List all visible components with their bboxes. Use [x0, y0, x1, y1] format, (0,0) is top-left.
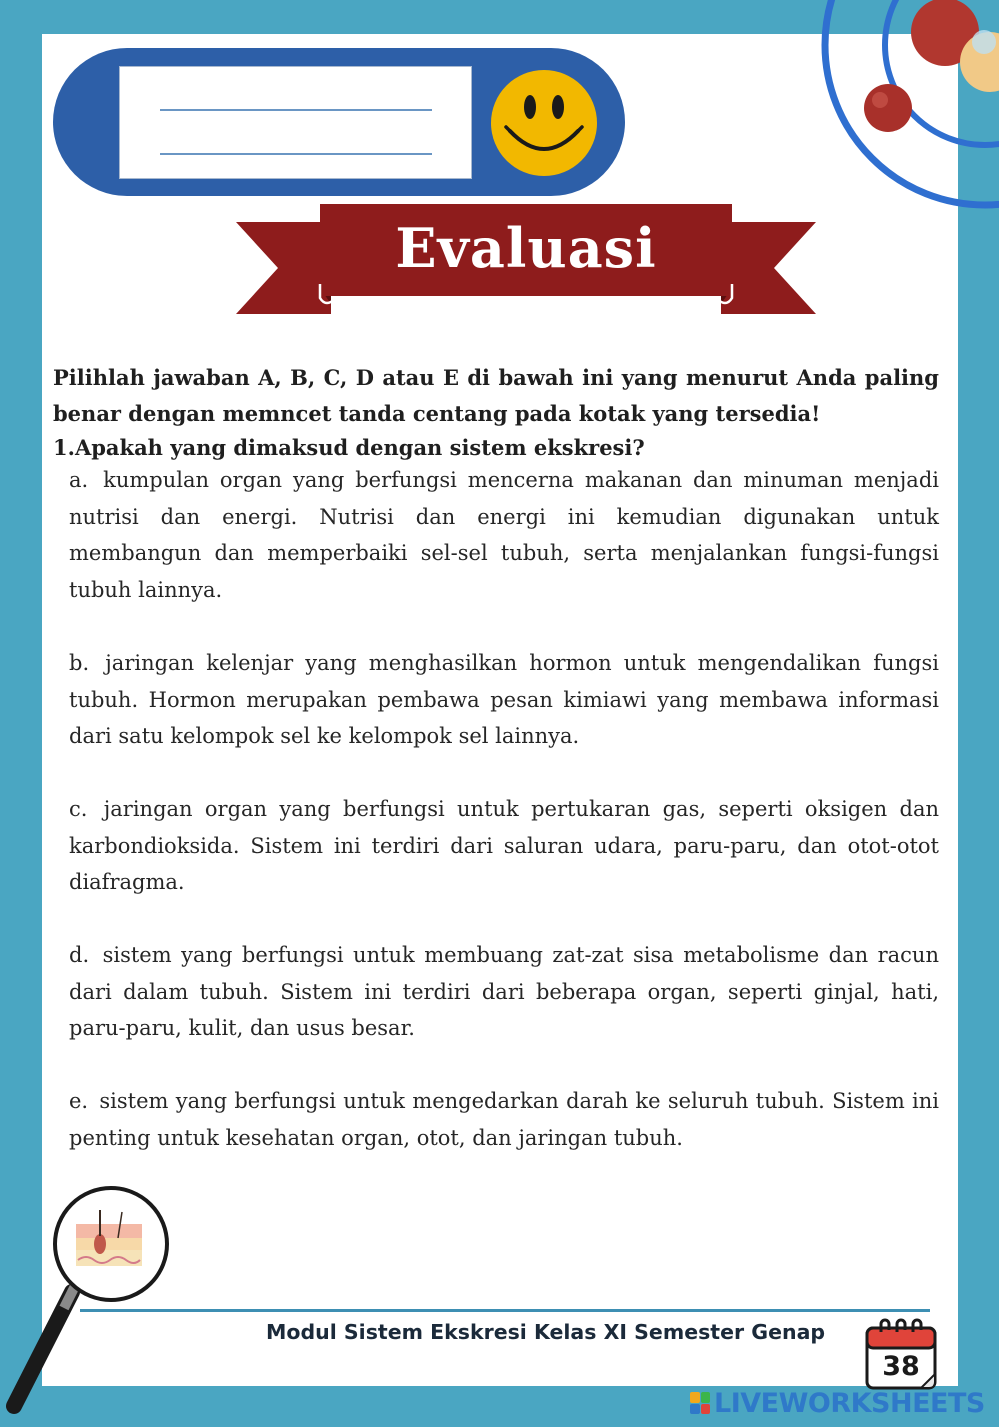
liveworksheets-logo: [690, 1386, 990, 1420]
option-e[interactable]: [69, 1083, 939, 1156]
option-text: jaringan organ yang berfungsi untuk pertukaran gas, seperti oksigen dan karbondioksida. Sistem ini terdiri dari saluran udara, paru-paru, dan otot-otot diafragma.: [69, 797, 939, 894]
footer-divider: [80, 1309, 930, 1312]
option-c[interactable]: [69, 791, 939, 901]
page-number: 38: [882, 1351, 920, 1382]
option-label: d.: [69, 943, 90, 967]
instruction-text: Pilihlah jawaban A, B, C, D atau E di bawah ini yang menurut Anda paling benar dengan memncet tanda centang pada kotak yang tersedia!: [53, 365, 939, 426]
magnifier-skin-icon: [0, 1180, 180, 1420]
option-label: e.: [69, 1089, 89, 1113]
planet-small-icon: [864, 84, 912, 132]
page-title: Evaluasi: [395, 216, 657, 280]
name-field[interactable]: [119, 66, 472, 179]
option-text: jaringan kelenjar yang menghasilkan hormon untuk mengendalikan fungsi tubuh. Hormon merupakan pembawa pesan kimiawi yang membawa informasi dari satu kelompok sel ke kelompok sel lainnya.: [69, 651, 939, 748]
name-line-1: [160, 109, 432, 111]
planet-small-spot: [872, 92, 888, 108]
option-a[interactable]: [69, 462, 939, 608]
module-title: Modul Sistem Ekskresi Kelas XI Semester Genap: [266, 1320, 826, 1344]
question-label: Apakah yang dimaksud dengan sistem ekskresi?: [74, 435, 645, 460]
question-text: [53, 430, 939, 466]
name-line-2: [160, 153, 432, 155]
option-label: b.: [69, 651, 90, 675]
smiley-icon: [490, 69, 598, 177]
option-text: sistem yang berfungsi untuk mengedarkan darah ke seluruh tubuh. Sistem ini penting untuk kesehatan organ, otot, dan jaringan tubuh.: [69, 1089, 939, 1150]
liveworksheets-text: LIVEWORKSHEETS: [714, 1387, 985, 1419]
option-label: c.: [69, 797, 88, 821]
planet-yellow-spot: [972, 30, 996, 54]
liveworksheets-icon: [690, 1392, 710, 1414]
option-d[interactable]: [69, 937, 939, 1047]
option-b[interactable]: [69, 645, 939, 755]
question-number: 1.: [53, 435, 75, 460]
option-text: sistem yang berfungsi untuk membuang zat-zat sisa metabolisme dan racun dari dalam tubuh. Sistem ini terdiri dari beberapa organ, seperti ginjal, hati, paru-paru, kulit, dan usus besar.: [69, 943, 939, 1040]
option-label: a.: [69, 468, 89, 492]
option-text: kumpulan organ yang berfungsi mencerna makanan dan minuman menjadi nutrisi dan energi. Nutrisi dan energi ini kemudian digunakan untuk membangun dan memperbaiki sel-sel tubuh, serta menjalankan fungsi-fungsi tubuh lainnya.: [69, 468, 939, 602]
